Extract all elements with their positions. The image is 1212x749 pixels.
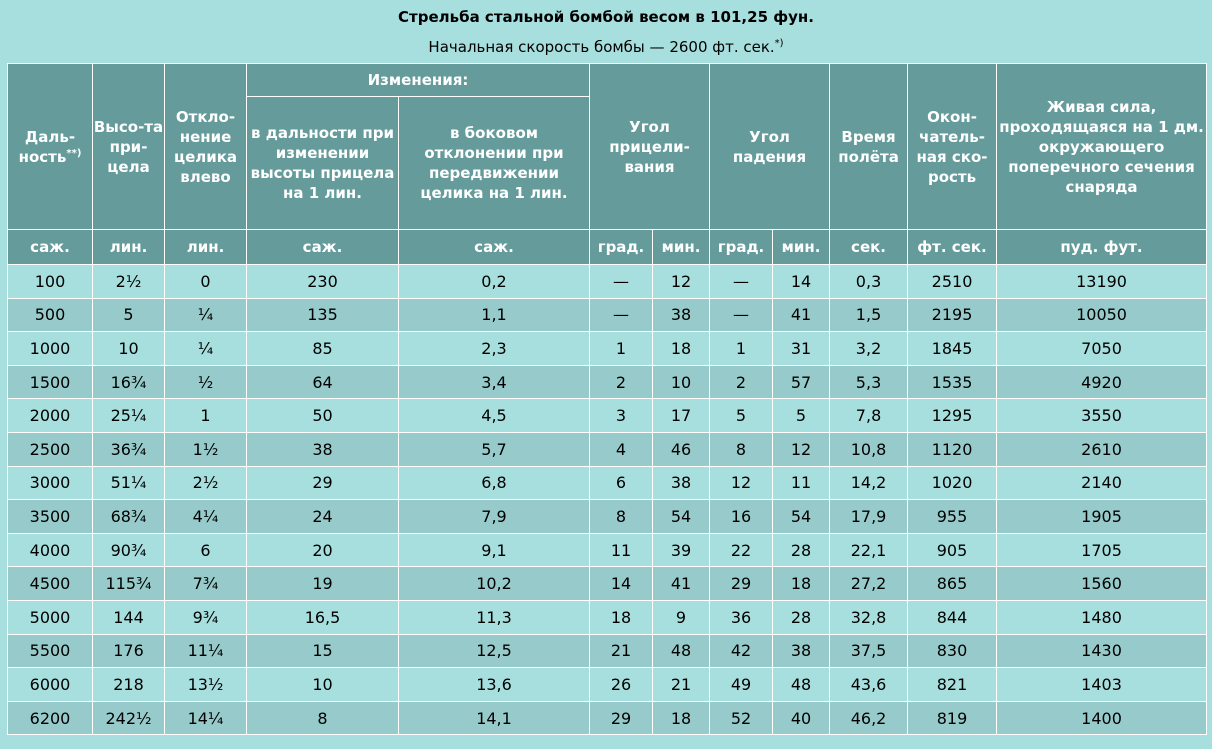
table-cell: 41 — [773, 298, 830, 332]
table-cell: 6 — [590, 466, 653, 500]
table-cell: 57 — [773, 365, 830, 399]
table-cell: 64 — [247, 365, 399, 399]
table-cell: 50 — [247, 399, 399, 433]
table-cell: 28 — [773, 600, 830, 634]
table-cell: 1,1 — [399, 298, 590, 332]
table-cell: 100 — [8, 265, 93, 299]
table-cell: 12 — [710, 466, 773, 500]
table-cell: 1845 — [908, 332, 997, 366]
table-cell: 7,8 — [830, 399, 908, 433]
unit-cell: саж. — [247, 230, 399, 265]
table-cell: 1500 — [8, 365, 93, 399]
header-sight-height: Высо-та при-цела — [93, 64, 165, 230]
table-cell: 218 — [93, 668, 165, 702]
table-cell: 2 — [710, 365, 773, 399]
table-cell: 3000 — [8, 466, 93, 500]
table-cell: 2610 — [997, 432, 1207, 466]
table-cell: 2000 — [8, 399, 93, 433]
table-row — [8, 567, 1207, 601]
ballistics-table — [7, 63, 1207, 735]
table-cell: 955 — [908, 500, 997, 534]
table-cell: 7¾ — [165, 567, 247, 601]
table-cell: 3,2 — [830, 332, 908, 366]
table-cell: 38 — [653, 466, 710, 500]
unit-cell: мин. — [773, 230, 830, 265]
table-cell: 11 — [773, 466, 830, 500]
table-cell: 11 — [590, 533, 653, 567]
table-cell: 28 — [773, 533, 830, 567]
table-cell: — — [590, 298, 653, 332]
subtitle-footnote-mark: *) — [774, 38, 784, 49]
table-cell: 10 — [653, 365, 710, 399]
table-cell: 18 — [773, 567, 830, 601]
table-cell: 2½ — [165, 466, 247, 500]
table-cell: 16,5 — [247, 600, 399, 634]
table-cell: 16¾ — [93, 365, 165, 399]
header-range-label: Даль-ность — [18, 127, 76, 166]
table-cell: 6,8 — [399, 466, 590, 500]
table-row — [8, 298, 1207, 332]
page-subtitle — [0, 32, 1212, 63]
table-cell: 4500 — [8, 567, 93, 601]
units-row — [8, 230, 1207, 265]
table-cell: 1705 — [997, 533, 1207, 567]
table-row — [8, 332, 1207, 366]
header-change-lateral: в боковом отклонении при передвижении целика на 1 лин. — [399, 97, 590, 230]
table-cell: 40 — [773, 701, 830, 735]
table-cell: 10 — [93, 332, 165, 366]
table-cell: 21 — [590, 634, 653, 668]
unit-cell: лин. — [165, 230, 247, 265]
table-cell: 36 — [710, 600, 773, 634]
table-cell: 46,2 — [830, 701, 908, 735]
table-cell: 85 — [247, 332, 399, 366]
table-cell: 10,8 — [830, 432, 908, 466]
table-cell: 176 — [93, 634, 165, 668]
table-cell: 242½ — [93, 701, 165, 735]
unit-cell: фт. сек. — [908, 230, 997, 265]
table-cell: 2510 — [908, 265, 997, 299]
table-cell: 27,2 — [830, 567, 908, 601]
table-cell: 2195 — [908, 298, 997, 332]
table-cell: 24 — [247, 500, 399, 534]
unit-cell: саж. — [8, 230, 93, 265]
unit-cell: град. — [710, 230, 773, 265]
table-cell: 17 — [653, 399, 710, 433]
table-row — [8, 701, 1207, 735]
table-cell: 1 — [710, 332, 773, 366]
table-cell: 13190 — [997, 265, 1207, 299]
table-cell: 46 — [653, 432, 710, 466]
header-aim-angle: Угол прицели-вания — [590, 64, 710, 230]
table-cell: 144 — [93, 600, 165, 634]
table-cell: 16 — [710, 500, 773, 534]
table-cell: 12 — [653, 265, 710, 299]
table-cell: 11,3 — [399, 600, 590, 634]
table-cell: 14 — [590, 567, 653, 601]
table-cell: 10,2 — [399, 567, 590, 601]
table-cell: — — [710, 298, 773, 332]
table-cell: 7,9 — [399, 500, 590, 534]
table-row — [8, 265, 1207, 299]
table-cell: 29 — [590, 701, 653, 735]
table-cell: 52 — [710, 701, 773, 735]
table-row — [8, 365, 1207, 399]
table-cell: 1400 — [997, 701, 1207, 735]
table-cell: 9,1 — [399, 533, 590, 567]
table-cell: 5 — [93, 298, 165, 332]
table-cell: 48 — [653, 634, 710, 668]
table-cell: 1535 — [908, 365, 997, 399]
table-cell: 14,1 — [399, 701, 590, 735]
table-cell: 38 — [773, 634, 830, 668]
table-cell: 9 — [653, 600, 710, 634]
table-cell: ¼ — [165, 298, 247, 332]
header-fall-angle: Угол падения — [710, 64, 830, 230]
table-cell: 830 — [908, 634, 997, 668]
table-cell: 5,3 — [830, 365, 908, 399]
table-cell: 13½ — [165, 668, 247, 702]
table-cell: 3550 — [997, 399, 1207, 433]
table-cell: 29 — [247, 466, 399, 500]
table-cell: 905 — [908, 533, 997, 567]
table-cell: 0,3 — [830, 265, 908, 299]
table-cell: 2,3 — [399, 332, 590, 366]
table-cell: 14¼ — [165, 701, 247, 735]
table-cell: 1½ — [165, 432, 247, 466]
table-cell: 25¼ — [93, 399, 165, 433]
table-cell: 12,5 — [399, 634, 590, 668]
table-cell: 36¾ — [93, 432, 165, 466]
table-cell: 2500 — [8, 432, 93, 466]
table-cell: 29 — [710, 567, 773, 601]
table-cell: 1560 — [997, 567, 1207, 601]
table-body — [8, 265, 1207, 735]
table-row — [8, 466, 1207, 500]
header-flight-time: Время полёта — [830, 64, 908, 230]
table-cell: 38 — [247, 432, 399, 466]
table-cell: 3500 — [8, 500, 93, 534]
table-cell: 31 — [773, 332, 830, 366]
table-cell: 18 — [653, 701, 710, 735]
unit-cell: пуд. фут. — [997, 230, 1207, 265]
table-cell: 5,7 — [399, 432, 590, 466]
table-cell: 1403 — [997, 668, 1207, 702]
table-cell: 32,8 — [830, 600, 908, 634]
table-cell: 230 — [247, 265, 399, 299]
table-cell: 819 — [908, 701, 997, 735]
table-cell: 37,5 — [830, 634, 908, 668]
table-cell: 22 — [710, 533, 773, 567]
table-cell: 51¼ — [93, 466, 165, 500]
table-cell: 1,5 — [830, 298, 908, 332]
unit-cell: саж. — [399, 230, 590, 265]
table-cell: 8 — [710, 432, 773, 466]
table-cell: ¼ — [165, 332, 247, 366]
header-range — [8, 64, 93, 230]
table-cell: 2 — [590, 365, 653, 399]
table-cell: 1120 — [908, 432, 997, 466]
table-cell: 865 — [908, 567, 997, 601]
table-cell: 14,2 — [830, 466, 908, 500]
table-cell: 4920 — [997, 365, 1207, 399]
page-title: Стрельба стальной бомбой весом в 101,25 фун. — [398, 8, 814, 26]
table-cell: 19 — [247, 567, 399, 601]
table-cell: 18 — [653, 332, 710, 366]
header-change-range: в дальности при изменении высоты прицела на 1 лин. — [247, 97, 399, 230]
header-range-footnote-mark: **) — [66, 147, 82, 159]
table-row — [8, 399, 1207, 433]
header-energy: Живая сила, проходящаяся на 1 дм. окружающего поперечного сечения снаряда — [997, 64, 1207, 230]
table-cell: 8 — [247, 701, 399, 735]
table-cell: — — [590, 265, 653, 299]
table-cell: 20 — [247, 533, 399, 567]
table-cell: 39 — [653, 533, 710, 567]
table-cell: 4000 — [8, 533, 93, 567]
table-cell: 6200 — [8, 701, 93, 735]
table-cell: 3,4 — [399, 365, 590, 399]
subtitle-text: Начальная скорость бомбы — 2600 фт. сек. — [428, 38, 775, 56]
table-cell: 0,2 — [399, 265, 590, 299]
table-cell: 1 — [590, 332, 653, 366]
table-cell: 4,5 — [399, 399, 590, 433]
table-cell: 8 — [590, 500, 653, 534]
table-cell: 6 — [165, 533, 247, 567]
table-cell: 10050 — [997, 298, 1207, 332]
table-cell: 821 — [908, 668, 997, 702]
table-cell: 5 — [710, 399, 773, 433]
table-cell: 1 — [165, 399, 247, 433]
table-cell: 5500 — [8, 634, 93, 668]
table-cell: 1480 — [997, 600, 1207, 634]
table-row — [8, 432, 1207, 466]
table-row — [8, 500, 1207, 534]
table-cell: 5000 — [8, 600, 93, 634]
header-deflection: Откло-нение целика влево — [165, 64, 247, 230]
header-changes-group: Изменения: — [247, 64, 590, 97]
table-cell: 41 — [653, 567, 710, 601]
table-cell: 13,6 — [399, 668, 590, 702]
table-cell: 38 — [653, 298, 710, 332]
table-cell: 4 — [590, 432, 653, 466]
table-cell: 1020 — [908, 466, 997, 500]
table-cell: 9¾ — [165, 600, 247, 634]
table-cell: 54 — [773, 500, 830, 534]
unit-cell: лин. — [93, 230, 165, 265]
table-cell: 0 — [165, 265, 247, 299]
table-row — [8, 600, 1207, 634]
unit-cell: мин. — [653, 230, 710, 265]
table-cell: 7050 — [997, 332, 1207, 366]
table-cell: 22,1 — [830, 533, 908, 567]
table-row — [8, 668, 1207, 702]
table-cell: 135 — [247, 298, 399, 332]
table-cell: 1905 — [997, 500, 1207, 534]
table-cell: 115¾ — [93, 567, 165, 601]
table-cell: 68¾ — [93, 500, 165, 534]
table-cell: 48 — [773, 668, 830, 702]
table-cell: 11¼ — [165, 634, 247, 668]
table-cell: 15 — [247, 634, 399, 668]
header-final-velocity: Окон-чатель-ная ско-рость — [908, 64, 997, 230]
table-cell: 500 — [8, 298, 93, 332]
table-cell: 6000 — [8, 668, 93, 702]
table-row — [8, 533, 1207, 567]
table-cell: 18 — [590, 600, 653, 634]
table-cell: 10 — [247, 668, 399, 702]
table-cell: 2140 — [997, 466, 1207, 500]
table-cell: 3 — [590, 399, 653, 433]
table-cell: ½ — [165, 365, 247, 399]
table-cell: 1295 — [908, 399, 997, 433]
table-cell: 4¼ — [165, 500, 247, 534]
table-cell: 26 — [590, 668, 653, 702]
table-cell: 90¾ — [93, 533, 165, 567]
table-cell: 1430 — [997, 634, 1207, 668]
table-cell: 21 — [653, 668, 710, 702]
table-cell: 5 — [773, 399, 830, 433]
unit-cell: сек. — [830, 230, 908, 265]
unit-cell: град. — [590, 230, 653, 265]
table-cell: 42 — [710, 634, 773, 668]
table-cell: 12 — [773, 432, 830, 466]
table-cell: 844 — [908, 600, 997, 634]
table-cell: — — [710, 265, 773, 299]
table-cell: 49 — [710, 668, 773, 702]
table-cell: 43,6 — [830, 668, 908, 702]
table-cell: 17,9 — [830, 500, 908, 534]
table-row — [8, 634, 1207, 668]
table-cell: 2½ — [93, 265, 165, 299]
table-cell: 14 — [773, 265, 830, 299]
table-cell: 54 — [653, 500, 710, 534]
table-cell: 1000 — [8, 332, 93, 366]
